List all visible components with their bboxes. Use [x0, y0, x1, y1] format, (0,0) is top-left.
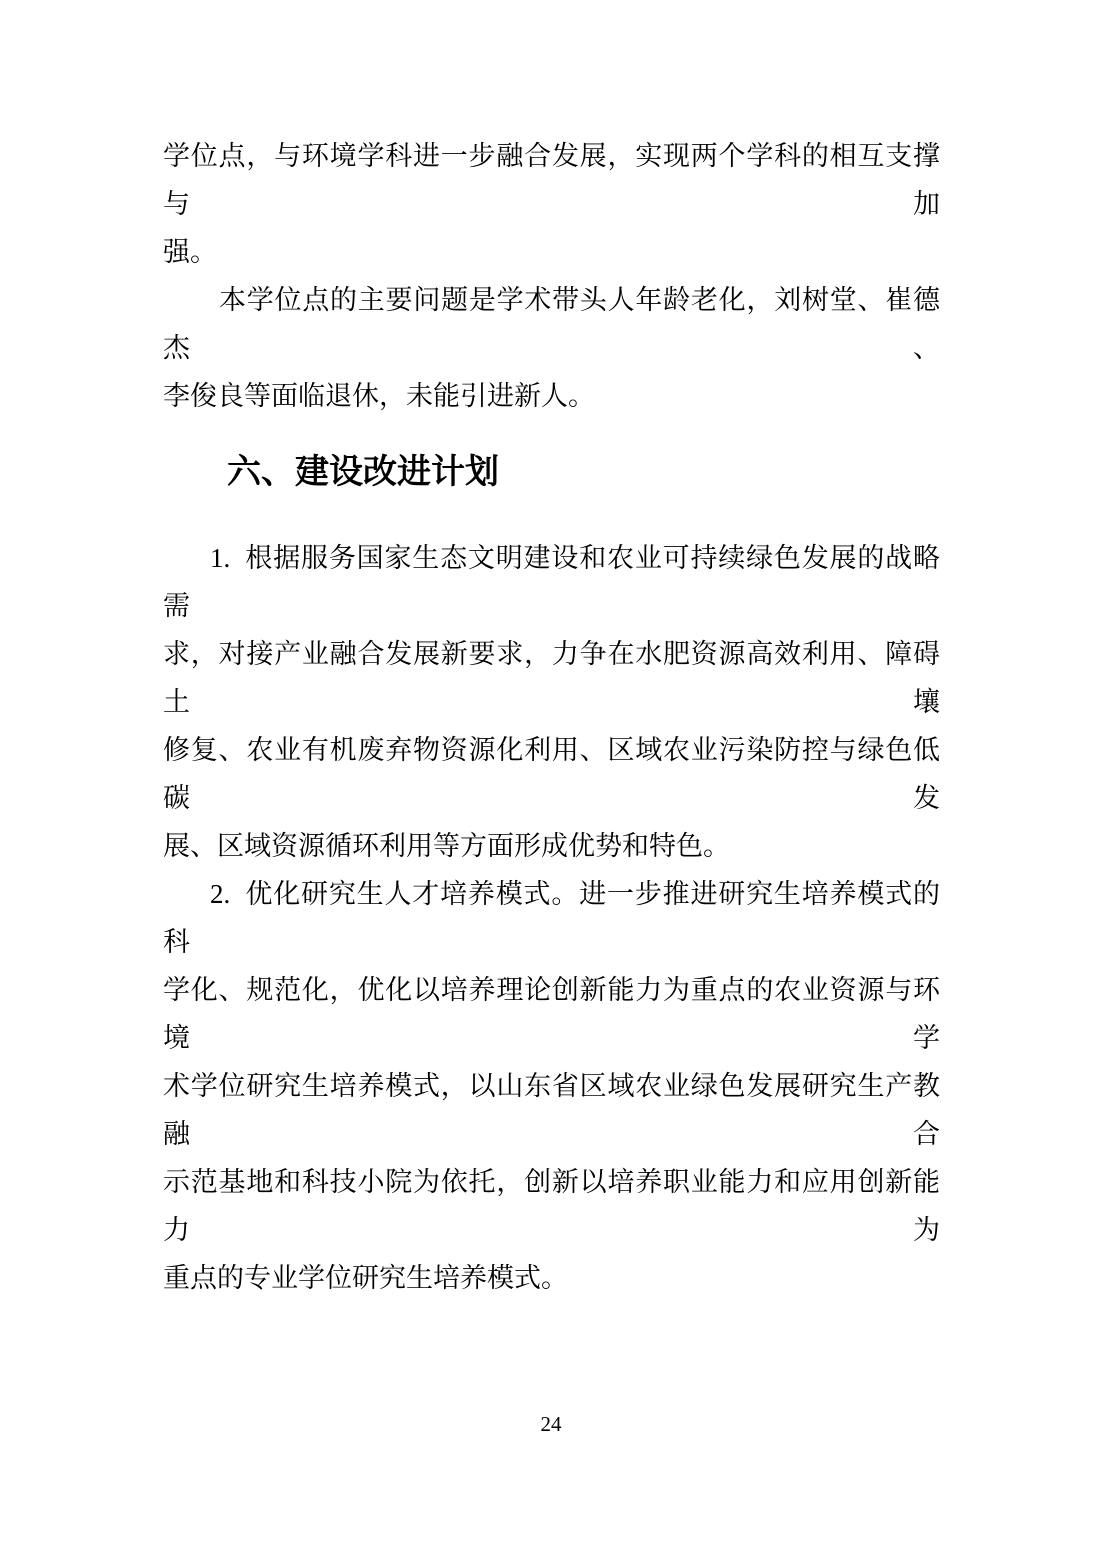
- text-line: 学化、规范化，优化以培养理论创新能力为重点的农业资源与环境学: [163, 975, 940, 1053]
- section-heading: 六、建设改进计划: [227, 453, 499, 491]
- text-line: 李俊良等面临退休，未能引进新人。: [163, 381, 595, 411]
- paragraph-plan-item-1: [163, 534, 940, 870]
- paragraph-plan-item-2: [163, 870, 940, 1302]
- paragraph-overflow: [163, 132, 940, 276]
- text-line: 修复、农业有机废弃物资源化利用、区域农业污染防控与绿色低碳发: [163, 735, 940, 813]
- text-line: 示范基地和科技小院为依托，创新以培养职业能力和应用创新能力为: [163, 1167, 940, 1245]
- text-line: 重点的专业学位研究生培养模式。: [163, 1263, 568, 1293]
- text-line: 2. 优化研究生人才培养模式。进一步推进研究生培养模式的科: [163, 879, 940, 957]
- text-line: 本学位点的主要问题是学术带头人年龄老化，刘树堂、崔德杰、: [163, 285, 940, 363]
- text-line: 展、区域资源循环利用等方面形成优势和特色。: [163, 831, 730, 861]
- text-line: 术学位研究生培养模式，以山东省区域农业绿色发展研究生产教融合: [163, 1071, 940, 1149]
- page-number: 24: [540, 1412, 562, 1436]
- paragraph-problem: [163, 276, 940, 420]
- text-line: 求，对接产业融合发展新要求，力争在水肥资源高效利用、障碍土壤: [163, 639, 940, 717]
- text-line: 学位点，与环境学科进一步融合发展，实现两个学科的相互支撑与加: [163, 141, 940, 219]
- text-line: 1. 根据服务国家生态文明建设和农业可持续绿色发展的战略需: [163, 543, 940, 621]
- text-line: 强。: [163, 237, 217, 267]
- document-body: [163, 132, 940, 1302]
